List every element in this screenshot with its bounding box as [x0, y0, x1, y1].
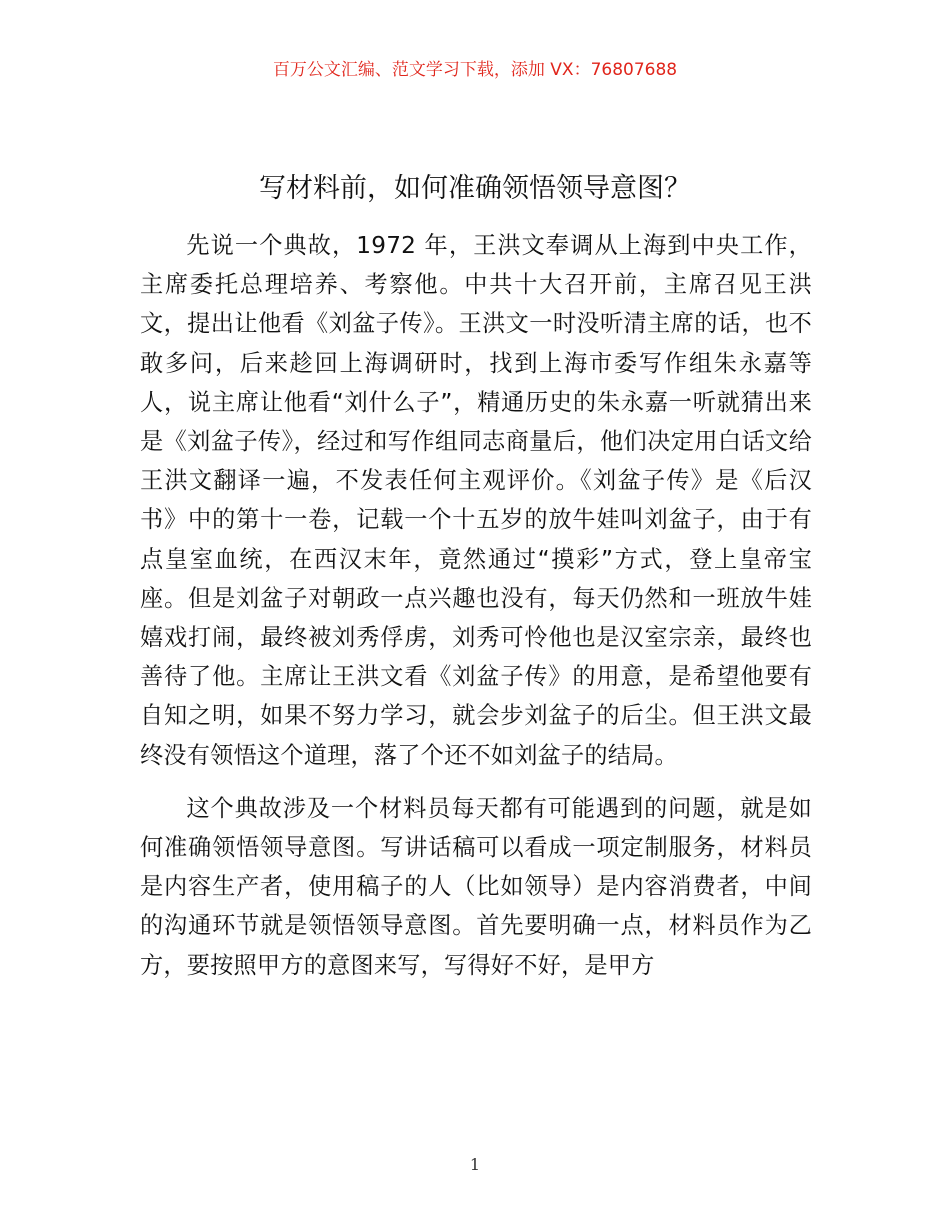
paragraph-1: 先说一个典故，1972 年，王洪文奉调从上海到中央工作，主席委托总理培养、考察他。中共十大召开前，主席召见王洪文，提出让他看《刘盆子传》。王洪文一时没听清主席的话，也不敢多问，后来趁回上海调研时，找到上海市委写作组朱永嘉等人，说主席让他看“刘什么子”，精通历史的朱永嘉一听就猜出来是《刘盆子传》，经过和写作组同志商量后，他们决定用白话文给王洪文翻译一遍，不发表任何主观评价。《刘盆子传》是《后汉书》中的第十一卷，记载一个十五岁的放牛娃叫刘盆子，由于有点皇室血统，在西汉末年，竟然通过“摸彩”方式，登上皇帝宝座。但是刘盆子对朝政一点兴趣也没有，每天仍然和一班放牛娃嬉戏打闹，最终被刘秀俘虏，刘秀可怜他也是汉室宗亲，最终也善待了他。主席让王洪文看《刘盆子传》的用意，是希望他要有自知之明，如果不努力学习，就会步刘盆子的后尘。但王洪文最终没有领悟这个道理，落了个还不如刘盆子的结局。 — [140, 232, 812, 769]
page-number: 1 — [469, 1155, 481, 1174]
header-banner: 百万公文汇编、范文学习下载，添加 VX：76807688 — [272, 60, 678, 80]
document-title: 写材料前，如何准确领悟领导意图？ — [259, 173, 691, 204]
document-body — [140, 226, 812, 985]
paragraph-2: 这个典故涉及一个材料员每天都有可能遇到的问题，就是如何准确领悟领导意图。写讲话稿可以看成一项定制服务，材料员是内容生产者，使用稿子的人（比如领导）是内容消费者，中间的沟通环节就是领悟领导意图。首先要明确一点，材料员作为乙方，要按照甲方的意图来写，写得好不好，是甲方 — [140, 794, 812, 979]
